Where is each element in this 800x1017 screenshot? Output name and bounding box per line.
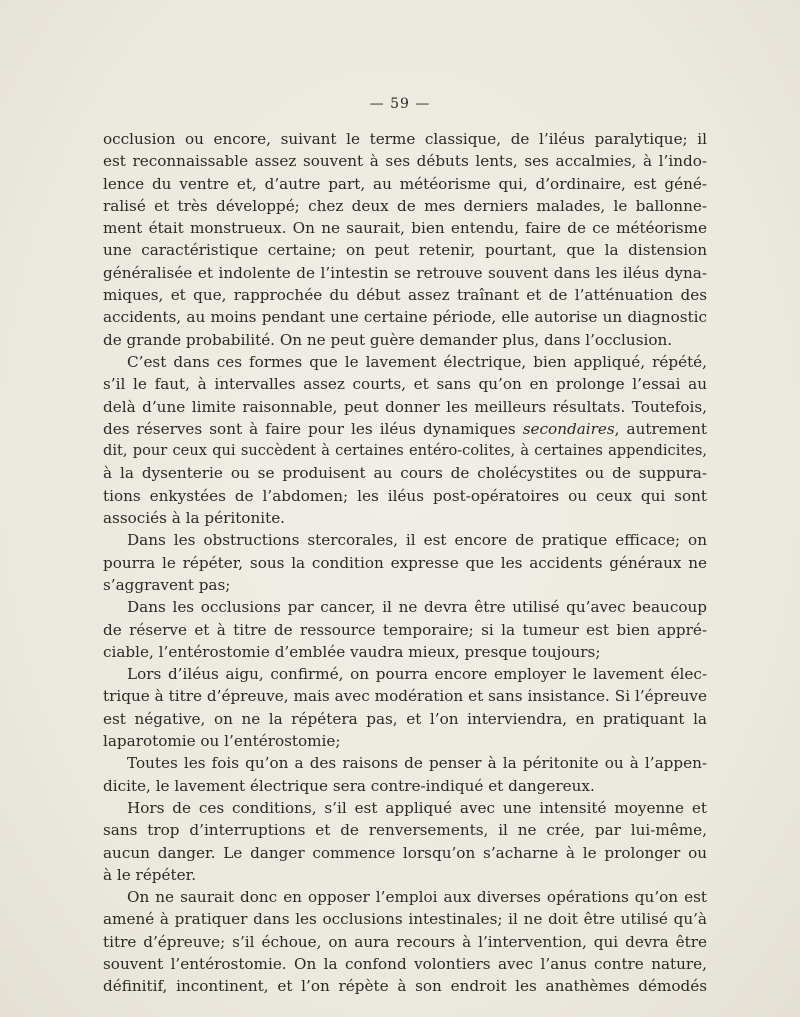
text-line: amené à pratiquer dans les occlusions intestinales; il ne doit être utilisé qu’à [103, 910, 707, 929]
text-line: lence du ventre et, d’autre part, au météorisme qui, d’ordinaire, est géné- [103, 174, 707, 193]
body-text [103, 128, 707, 998]
text-line: est négative, on ne la répétera pas, et l’on interviendra, en pratiquant la [103, 709, 707, 728]
text-line: Lors d’iléus aigu, confirmé, on pourra encore employer le lavement élec- [127, 665, 707, 684]
text-line: s’il le faut, à intervalles assez courts, et sans qu’on en prolonge l’essai au [103, 375, 707, 394]
text-line: à la dysenterie ou se produisent au cours de cholécystites ou de suppura- [103, 464, 707, 483]
text-line: est reconnaissable assez souvent à ses débuts lents, ses accalmies, à l’indo- [103, 152, 707, 171]
text-line: ralisé et très développé; chez deux de mes derniers malades, le ballonne- [103, 196, 707, 215]
text-line: tions enkystées de l’abdomen; les iléus post-opératoires ou ceux qui sont [103, 486, 707, 505]
text-line: Dans les occlusions par cancer, il ne devra être utilisé qu’avec beaucoup [127, 598, 707, 617]
text-line: dicite, le lavement électrique sera contre-indiqué et dangereux. [103, 776, 595, 795]
page-number: — 59 — [369, 96, 431, 112]
text-line: On ne saurait donc en opposer l’emploi aux diverses opérations qu’on est [127, 888, 707, 907]
text-line: généralisée et indolente de l’intestin se retrouve souvent dans les iléus dyna- [103, 263, 707, 282]
text-line: sans trop d’interruptions et de renversements, il ne crée, par lui-même, [103, 821, 707, 840]
text-line: de grande probabilité. On ne peut guère demander plus, dans l’occlusion. [103, 330, 673, 349]
text-line: ciable, l’entérostomie d’emblée vaudra mieux, presque toujours; [103, 642, 601, 661]
text-line: trique à titre d’épreuve, mais avec modération et sans insistance. Si l’épreuve [103, 687, 707, 706]
text-line: delà d’une limite raisonnable, peut donner les meilleurs résultats. Toutefois, [103, 397, 707, 416]
text-line: occlusion ou encore, suivant le terme classique, de l’iléus paralytique; il [103, 130, 707, 148]
text-line: à le répéter. [103, 865, 197, 884]
text-line: C’est dans ces formes que le lavement électrique, bien appliqué, répété, [127, 352, 707, 371]
text-line: Hors de ces conditions, s’il est appliqué avec une intensité moyenne et [127, 798, 707, 817]
text-line: des réserves sont à faire pour les iléus dynamiques secondaires, autrement [103, 419, 707, 438]
text-line: Toutes les fois qu’on a des raisons de penser à la péritonite ou à l’appen- [127, 754, 707, 773]
text-line: miques, et que, rapprochée du début assez traînant et de l’atténuation des [103, 286, 707, 305]
text-line: une caractéristique certaine; on peut retenir, pourtant, que la distension [103, 241, 707, 260]
text-line: définitif, incontinent, et l’on répète à son endroit les anathèmes démodés [103, 977, 707, 996]
text-line: dit, pour ceux qui succèdent à certaines entéro-colites, à certaines appendicites, [103, 442, 707, 460]
text-line: titre d’épreuve; s’il échoue, on aura recours à l’intervention, qui devra être [103, 932, 707, 951]
text-line: laparotomie ou l’entérostomie; [103, 732, 341, 751]
text-line: s’aggravent pas; [103, 575, 231, 594]
text-line: pourra le répéter, sous la condition expresse que les accidents généraux ne [103, 553, 707, 572]
text-line: de réserve et à titre de ressource temporaire; si la tumeur est bien appré- [103, 620, 707, 639]
text-line: Dans les obstructions stercorales, il est encore de pratique efficace; on [127, 531, 707, 550]
text-line: ment était monstrueux. On ne saurait, bien entendu, faire de ce météorisme [103, 219, 707, 238]
text-line: aucun danger. Le danger commence lorsqu’on s’acharne à le prolonger ou [103, 843, 707, 862]
text-line: souvent l’entérostomie. On la confond volontiers avec l’anus contre nature, [103, 954, 707, 973]
text-line: associés à la péritonite. [103, 509, 286, 528]
text-line: accidents, au moins pendant une certaine période, elle autorise un diagnostic [103, 308, 707, 327]
